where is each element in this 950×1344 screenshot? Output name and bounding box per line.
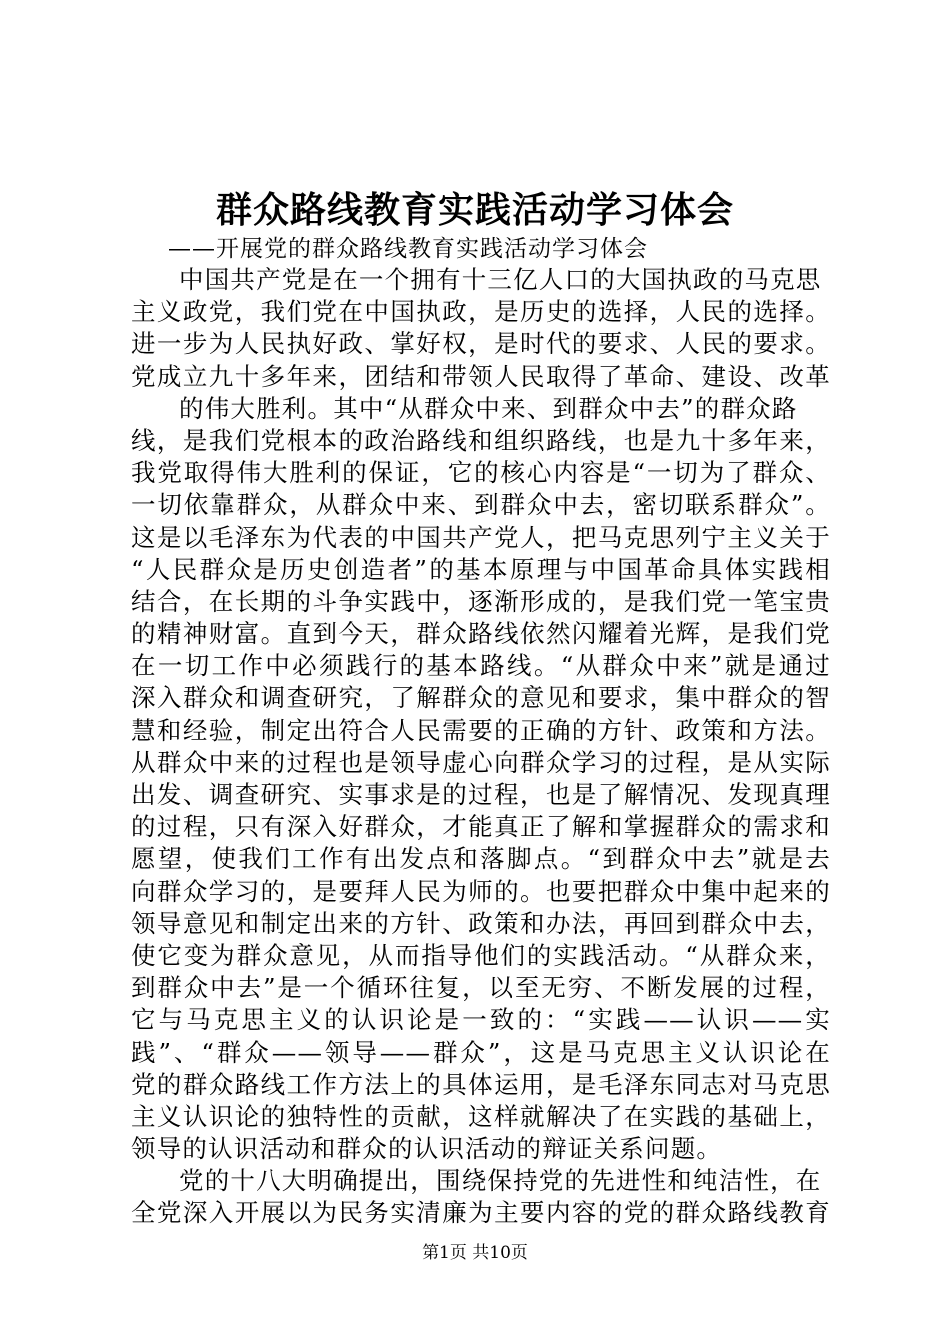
body-line: 主义认识论的独特性的贡献，这样就解决了在实践的基础上， (131, 1101, 831, 1131)
body-line: 愿望，使我们工作有出发点和落脚点。“到群众中去”就是去 (131, 844, 831, 874)
body-line: 领导的认识活动和群众的认识活动的辩证关系问题。 (131, 1134, 723, 1164)
body-line: 主义政党，我们党在中国执政，是历史的选择，人民的选择。 (131, 297, 831, 327)
document-subtitle: ——开展党的群众路线教育实践活动学习体会 (168, 236, 648, 262)
document-body (131, 264, 831, 1230)
body-line: “人民群众是历史创造者”的基本原理与中国革命具体实践相 (131, 554, 831, 584)
body-line: 全党深入开展以为民务实清廉为主要内容的党的群众路线教育 (131, 1198, 831, 1228)
body-line: 的过程，只有深入好群众，才能真正了解和掌握群众的需求和 (131, 812, 831, 842)
page-indicator: 第1页 共10页 (422, 1243, 528, 1263)
body-line: 的伟大胜利。其中“从群众中来、到群众中去”的群众路 (179, 393, 798, 423)
body-line: 党成立九十多年来，团结和带领人民取得了革命、建设、改革 (131, 361, 831, 391)
body-line: 到群众中去”是一个循环往复，以至无穷、不断发展的过程， (131, 973, 831, 1003)
body-line: 向群众学习的，是要拜人民为师的。也要把群众中集中起来的 (131, 876, 831, 906)
body-line: 党的十八大明确提出，围绕保持党的先进性和纯洁性，在 (179, 1166, 822, 1196)
body-line: 线，是我们党根本的政治路线和组织路线，也是九十多年来， (131, 425, 831, 455)
body-line: 出发、调查研究、实事求是的过程，也是了解情况、发现真理 (131, 780, 831, 809)
body-line: 结合，在长期的斗争实践中，逐渐形成的，是我们党一笔宝贵 (131, 586, 831, 616)
body-line: 的精神财富。直到今天，群众路线依然闪耀着光辉，是我们党 (131, 619, 831, 649)
body-line: 践”、“群众——领导——群众”，这是马克思主义认识论在 (131, 1037, 831, 1067)
body-line: 一切依靠群众，从群众中来、到群众中去，密切联系群众”。 (131, 490, 831, 520)
body-line: 领导意见和制定出来的方针、政策和办法，再回到群众中去， (131, 908, 831, 938)
body-line: 中国共产党是在一个拥有十三亿人口的大国执政的马克思 (179, 265, 822, 294)
body-line: 我党取得伟大胜利的保证，它的核心内容是“一切为了群众、 (131, 458, 831, 488)
body-line: 它与马克思主义的认识论是一致的：“实践——认识——实 (131, 1005, 831, 1035)
document-title: 群众路线教育实践活动学习体会 (215, 189, 734, 231)
body-line: 在一切工作中必须践行的基本路线。“从群众中来”就是通过 (131, 651, 831, 681)
body-line: 慧和经验，制定出符合人民需要的正确的方针、政策和方法。 (131, 715, 831, 745)
body-line: 进一步为人民执好政、掌好权，是时代的要求、人民的要求。 (131, 329, 831, 359)
body-line: 深入群众和调查研究，了解群众的意见和要求，集中群众的智 (131, 683, 831, 713)
body-line: 这是以毛泽东为代表的中国共产党人，把马克思列宁主义关于 (131, 522, 831, 552)
body-line: 党的群众路线工作方法上的具体运用，是毛泽东同志对马克思 (131, 1069, 831, 1099)
body-line: 使它变为群众意见，从而指导他们的实践活动。“从群众来， (131, 940, 831, 970)
body-line: 从群众中来的过程也是领导虚心向群众学习的过程，是从实际 (131, 747, 831, 777)
